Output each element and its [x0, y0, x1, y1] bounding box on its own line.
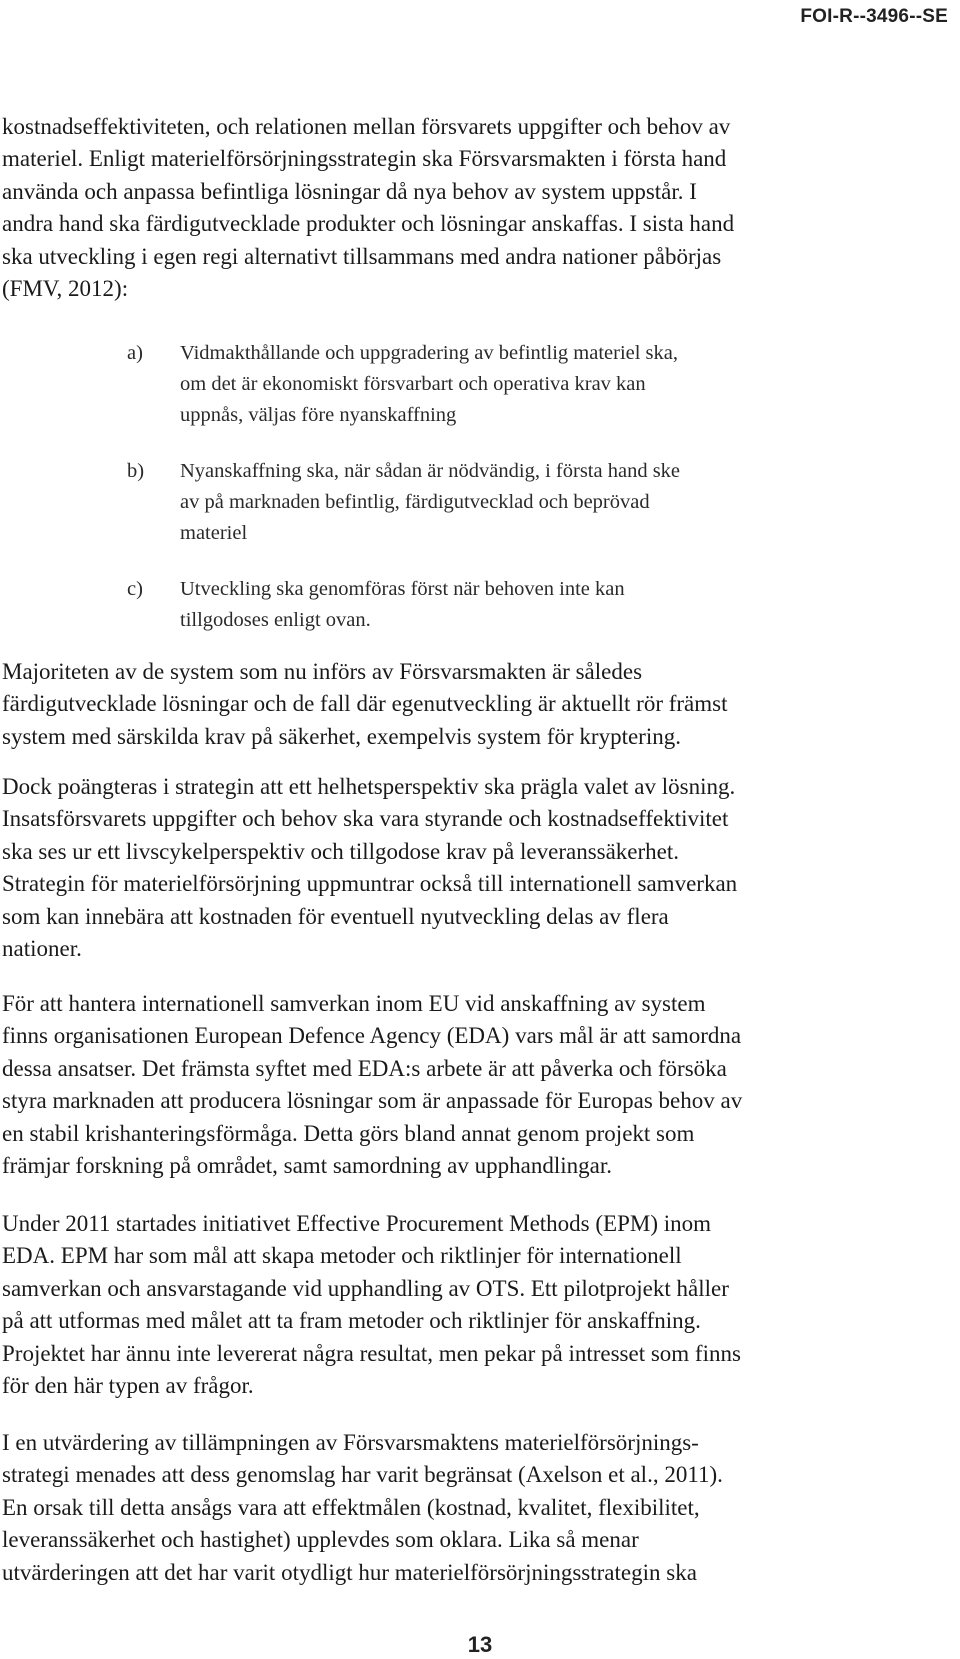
text-line: ska ses ur ett livscykelperspektiv och tillgodose krav på leveranssäkerhet.: [2, 838, 680, 864]
text-line: En orsak till detta ansågs vara att effektmålen (kostnad, kvalitet, flexibilitet,: [2, 1494, 700, 1520]
text-line: kostnadseffektiviteten, och relationen mellan försvarets uppgifter och behov av: [2, 114, 731, 139]
list-item-text: [180, 574, 880, 636]
text-line: EDA. EPM har som mål att skapa metoder och riktlinjer för internationell: [2, 1243, 682, 1269]
intro-paragraph: [2, 111, 947, 305]
text-line: styra marknaden att producera lösningar som är anpassade för Europas behov av: [2, 1088, 743, 1114]
text-line: Nyanskaffning ska, när sådan är nödvändig, i första hand ske: [180, 460, 681, 482]
paragraph-epm: [2, 1208, 947, 1402]
text-line: på att utformas med målet att ta fram metoder och riktlinjer för anskaffning.: [2, 1308, 701, 1334]
text-line: andra hand ska färdigutvecklade produkter och lösningar anskaffas. I sista hand: [2, 211, 735, 237]
text-line: ska utveckling i egen regi alternativt tillsammans med andra nationer påbörjas: [2, 243, 722, 269]
text-line: finns organisationen European Defence Agency (EDA) vars mål är att samordna: [2, 1023, 742, 1049]
text-line: av på marknaden befintlig, färdigutvecklad och beprövad: [180, 491, 650, 513]
text-line: Utveckling ska genomföras först när behoven inte kan: [180, 578, 625, 600]
text-line: I en utvärdering av tillämpningen av Försvarsmaktens materielförsörjnings-: [2, 1430, 699, 1455]
text-line: materiel. Enligt materielförsörjningsstrategin ska Försvarsmakten i första hand: [2, 146, 727, 172]
text-line: för den här typen av frågor.: [2, 1373, 254, 1399]
paragraph-evaluation: [2, 1427, 947, 1589]
report-code-header: FOI-R--3496--SE: [800, 6, 948, 27]
text-line: För att hantera internationell samverkan inom EU vid anskaffning av system: [2, 991, 706, 1016]
text-line: Under 2011 startades initiativet Effective Procurement Methods (EPM) inom: [2, 1211, 712, 1236]
paragraph-holistic-perspective: [2, 771, 947, 965]
text-line: som kan innebära att kostnaden för eventuell nyutveckling delas av flera: [2, 903, 669, 929]
text-line: Insatsförsvarets uppgifter och behov ska vara styrande och kostnadseffektivitet: [2, 806, 729, 832]
paragraph-eda: [2, 988, 947, 1182]
paragraph-majority: [2, 656, 947, 753]
list-item-text: [180, 338, 880, 431]
text-line: Projektet har ännu inte levererat några resultat, men pekar på intresset som finns: [2, 1340, 741, 1366]
text-line: uppnås, väljas före nyanskaffning: [180, 404, 457, 426]
text-line: tillgodoses enligt ovan.: [180, 609, 371, 631]
list-marker: a): [127, 342, 143, 364]
text-line: Strategin för materielförsörjning uppmuntrar också till internationell samverkan: [2, 871, 738, 897]
text-line: en stabil krishanteringsförmåga. Detta görs bland annat genom projekt som: [2, 1120, 695, 1146]
text-line: främjar forskning på området, samt samordning av upphandlingar.: [2, 1153, 612, 1179]
page-number: 13: [467, 1632, 493, 1657]
text-line: om det är ekonomiskt försvarbart och operativa krav kan: [180, 373, 646, 395]
list-marker: c): [127, 578, 143, 600]
list-marker: b): [127, 460, 145, 482]
text-line: färdigutvecklade lösningar och de fall där egenutveckling är aktuellt rör främst: [2, 691, 728, 717]
text-line: Dock poängteras i strategin att ett helhetsperspektiv ska prägla valet av lösning.: [2, 774, 736, 799]
text-line: nationer.: [2, 936, 82, 962]
text-line: dessa ansatser. Det främsta syftet med EDA:s arbete är att påverka och försöka: [2, 1055, 727, 1081]
text-line: utvärderingen att det har varit otydligt hur materielförsörjningsstrategin ska: [2, 1559, 697, 1585]
text-line: Vidmakthållande och uppgradering av befintlig materiel ska,: [180, 342, 679, 364]
text-line: använda och anpassa befintliga lösningar då nya behov av system uppstår. I: [2, 178, 697, 204]
text-line: samverkan och ansvarstagande vid upphandling av OTS. Ett pilotprojekt håller: [2, 1275, 729, 1301]
text-line: materiel: [180, 522, 248, 544]
list-item-text: [180, 456, 880, 549]
text-line: strategi menades att dess genomslag har varit begränsat (Axelson et al., 2011).: [2, 1462, 723, 1488]
text-line: (FMV, 2012):: [2, 276, 129, 302]
text-line: Majoriteten av de system som nu införs av Försvarsmakten är således: [2, 659, 643, 684]
text-line: leveranssäkerhet och hastighet) upplevdes som oklara. Lika så menar: [2, 1527, 639, 1553]
text-line: system med särskilda krav på säkerhet, exempelvis system för kryptering.: [2, 723, 681, 749]
